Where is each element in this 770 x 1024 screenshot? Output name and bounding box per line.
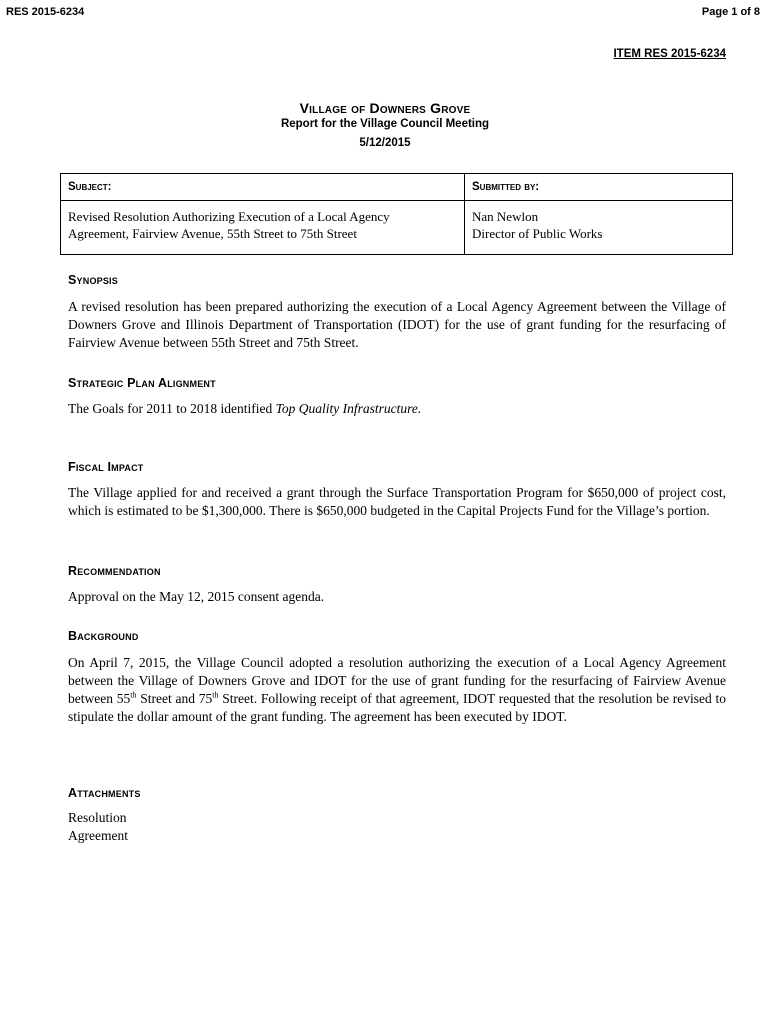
attachment-item-resolution: Resolution (68, 810, 127, 825)
background-part-1: On April 7, 2015, the Village Council adopted a resolution authorizing the execution of a Local Agency Agreement between the Village of Downers Grove and IDOT for the use of grant funding for the resurfacing of Fairview Avenue between 55 (68, 655, 726, 706)
strategic-plan-heading: Strategic Plan Alignment (68, 376, 216, 390)
attachments-list (68, 809, 726, 845)
report-subtitle: Report for the Village Council Meeting (280, 118, 490, 130)
background-part-3: Street. Following receipt of that agreement, IDOT requested that the resolution be revised to stipulate the dollar amount of the grant funding. The agreement has been executed by IDOT. (68, 691, 726, 724)
fiscal-impact-heading: Fiscal Impact (68, 460, 144, 474)
strategic-plan-goal: Top Quality Infrastructure. (275, 401, 422, 416)
strategic-plan-paragraph (68, 400, 726, 418)
submitted-by-label: Submitted by: (465, 174, 733, 201)
background-heading: Background (68, 629, 139, 643)
background-text (68, 654, 726, 726)
recommendation-heading: Recommendation (68, 564, 161, 578)
attachments-heading: Attachments (68, 786, 141, 800)
organization-title: Village of Downers Grove (299, 100, 471, 116)
background-sup-2: th (212, 690, 219, 700)
fiscal-impact-text (68, 484, 726, 520)
subject-table (60, 173, 733, 255)
fiscal-impact-paragraph: The Village applied for and received a grant through the Surface Transportation Program for $650,000 of project cost, which is estimated to be $1,300,000. There is $650,000 budgeted in the Capital Projects Fund for the Village’s portion. (68, 485, 726, 518)
subject-line-1: Revised Resolution Authorizing Execution of a Local Agency (68, 209, 390, 224)
strategic-plan-text (68, 400, 726, 418)
recommendation-paragraph: Approval on the May 12, 2015 consent agenda. (68, 589, 325, 604)
background-part-2: Street and 75 (136, 691, 213, 706)
submitter-title: Director of Public Works (472, 226, 603, 241)
meeting-date: 5/12/2015 (359, 137, 411, 149)
subject-table-header-row (61, 174, 733, 201)
synopsis-text (68, 298, 726, 352)
submitter-cell (465, 201, 733, 255)
item-number: ITEM RES 2015-6234 (613, 48, 726, 60)
submitter-name: Nan Newlon (472, 209, 539, 224)
strategic-plan-lead: The Goals for 2011 to 2018 identified (68, 401, 276, 416)
subject-line-2: Agreement, Fairview Avenue, 55th Street to 75th Street (68, 226, 357, 241)
attachment-item-agreement: Agreement (68, 828, 128, 843)
synopsis-heading: Synopsis (68, 273, 118, 287)
subject-table-body-row (61, 201, 733, 255)
subject-cell (61, 201, 465, 255)
document-id-header: RES 2015-6234 (6, 6, 85, 18)
subject-label: Subject: (61, 174, 465, 201)
background-paragraph (68, 654, 726, 726)
background-sup-1: th (130, 690, 137, 700)
synopsis-paragraph: A revised resolution has been prepared authorizing the execution of a Local Agency Agreement between the Village of Downers Grove and Illinois Department of Transportation (IDOT) for the use of grant funding for the resurfacing of Fairview Avenue between 55th Street and 75th Street. (68, 299, 726, 350)
page-indicator: Page 1 of 8 (701, 6, 760, 18)
recommendation-text (68, 588, 726, 606)
